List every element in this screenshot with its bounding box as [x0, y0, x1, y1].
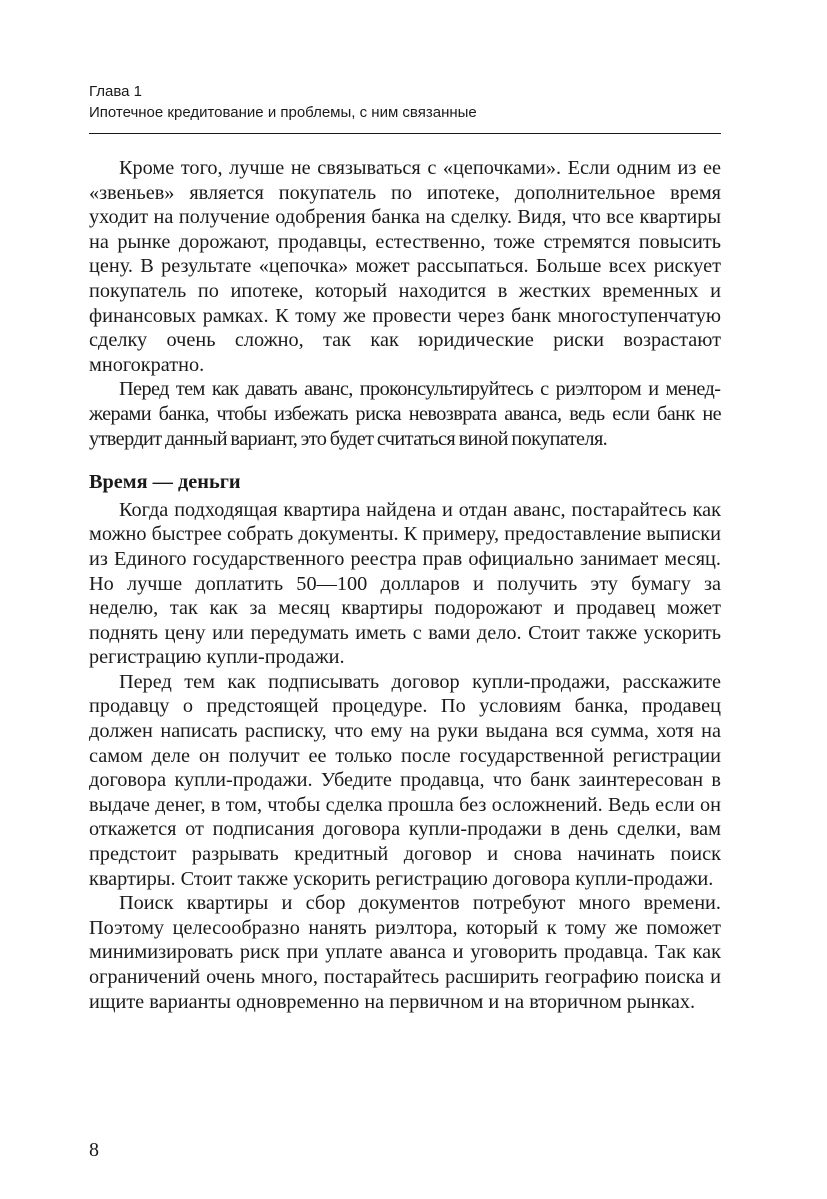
paragraph-contract: Перед тем как подписывать договор купли-продажи, расскажите продавцу о предстоящей процедуре. По условиям банка, продавец должен написать расписку, что ему на руки выдана вся сумма, хотя на самом деле он получит ее только после государственной регистрации договора купли-продажи. Убедите продавца, что банк заинтересован в выдаче денег, в том, чтобы сделка прошла без осложнений. Ведь если он откажется от подписания договора купли-продажи в день сделки, вам предстоит разрывать кредитный договор и снова начинать поиск квартиры. Стоит также ускорить регистрацию договора купли-продажи.: [89, 670, 721, 890]
paragraph-search: Поиск квартиры и сбор документов потребуют много времени. Поэтому целесообразно нанять риэлтора, который к тому же поможет минимизировать риск при уплате аванса и уговорить продавца. Так как ограничений очень много, постарайтесь расширить географию поиска и ищите варианты одновременно на первичном и на вторичном рынках.: [89, 892, 721, 1013]
chapter-label: Глава 1: [89, 83, 143, 100]
page-number: 8: [89, 1139, 99, 1161]
paragraph-advance: Перед тем как давать аванс, проконсультируйтесь с риэлтором и менеджерами банка, чтобы избежать риска невозврата аванса, ведь если банк не утвердит данный вариант, это будет считаться виной покупателя.: [89, 378, 721, 450]
running-head: [89, 81, 721, 123]
header-rule: [89, 133, 721, 134]
paragraph-documents: Когда подходящая квартира найдена и отдан аванс, постарайтесь как можно быстрее собрать документы. К примеру, предоставление выписки из Единого государственного реестра прав официально занимает месяц. Но лучше доплатить 50—100 долларов и получить эту бумагу за неделю, так как за месяц квартиры подорожают и продавец может поднять цену или передумать иметь с вами дело. Стоит также ускорить регистрацию купли-продажи.: [89, 498, 721, 669]
chapter-title: Ипотечное кредитование и проблемы, с ним связанные: [89, 104, 477, 121]
section-heading: Время — деньги: [89, 471, 241, 494]
body-text: [89, 156, 721, 1014]
paragraph-chains: Кроме того, лучше не связываться с «цепочками». Если одним из ее «звеньев» является покупатель по ипотеке, дополнительное время уходит на получение одобрения банка на сделку. Видя, что все квартиры на рынке дорожают, продавцы, естественно, тоже стремятся повысить цену. В результате «цепочка» может рассыпаться. Больше всех рискует покупатель по ипотеке, который находится в жестких временных и финансовых рамках. К тому же провести через банк многоступенчатую сделку очень сложно, так как юридические риски возрастают многократно.: [89, 157, 721, 376]
